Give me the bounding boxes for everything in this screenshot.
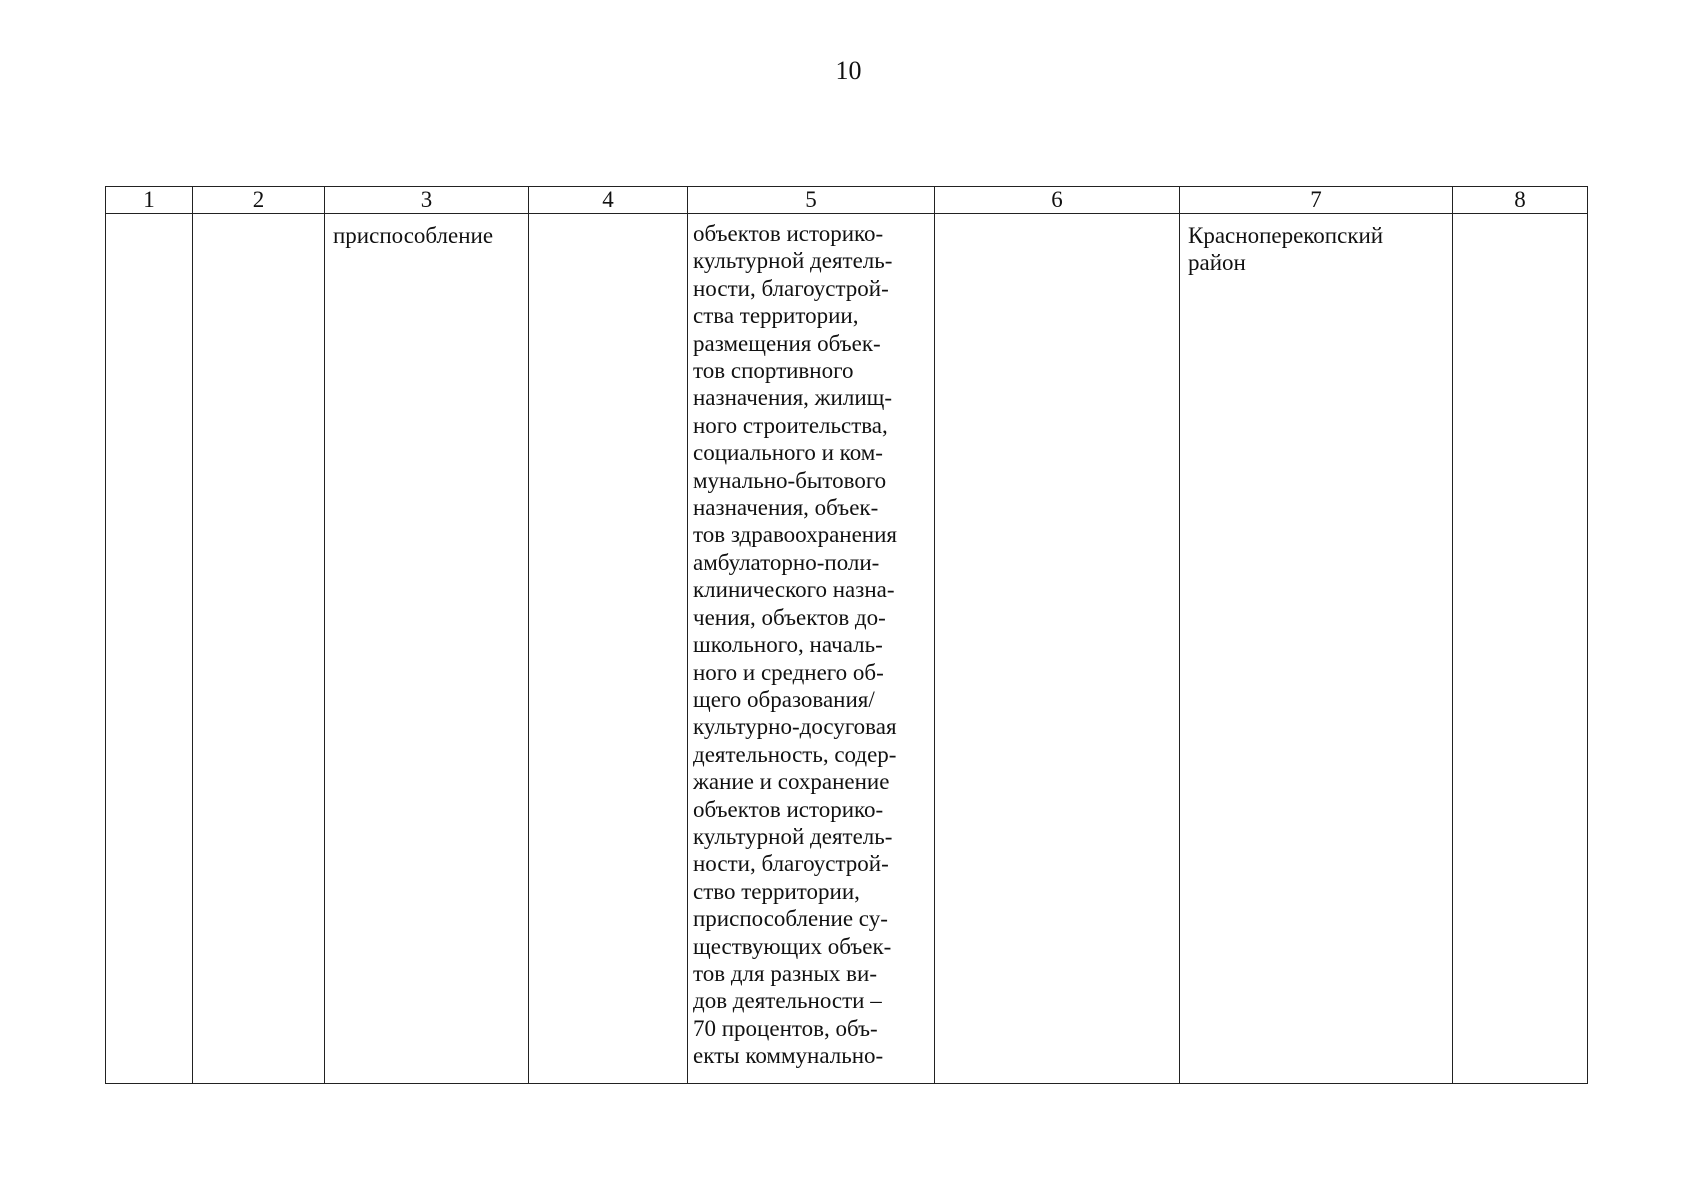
- table-row: [106, 214, 1588, 1084]
- column-header-5: 5: [688, 187, 935, 214]
- column-header-3: 3: [325, 187, 529, 214]
- cell-col-7: [1180, 214, 1453, 1084]
- cell-col-6: [935, 214, 1180, 1084]
- cell-col-2: [193, 214, 325, 1084]
- cell-text-5: объектов историко- культурной деятель- ности, благоустрой- ства территории, размещения объек- тов спортивного назначения, жилищ- ного строительства, социального и ком- мунально-бытового назначения, объек- тов здравоохранения амбулаторно-поли- клинического назна- чения, объектов до- школьного, началь- ного и среднего об- щего образования/ культурно-досуговая деятельность, содер- жание и сохранение объектов историко- культурной деятель- ности, благоустрой- ство территории, приспособление су- ществующих объек- тов для разных ви- дов деятельности – 70 процентов, объ- екты коммунально-: [693, 221, 897, 1069]
- column-header-2: 2: [193, 187, 325, 214]
- document-table: [105, 186, 1588, 1084]
- column-header-1: 1: [106, 187, 193, 214]
- cell-text-1: [106, 214, 192, 222]
- column-header-6: 6: [935, 187, 1180, 214]
- column-header-4: 4: [529, 187, 688, 214]
- cell-text-2: [193, 214, 324, 222]
- cell-text-7: Красноперекопский район: [1188, 223, 1384, 276]
- cell-col-1: [106, 214, 193, 1084]
- cell-text-6: [935, 214, 1179, 222]
- cell-col-8: [1453, 214, 1588, 1084]
- page-number: 10: [835, 56, 862, 85]
- header-row: [106, 187, 1588, 214]
- cell-col-4: [529, 214, 688, 1084]
- column-header-7: 7: [1180, 187, 1453, 214]
- cell-text-4: [529, 214, 687, 222]
- cell-col-3: [325, 214, 529, 1084]
- column-header-8: 8: [1453, 187, 1588, 214]
- cell-text-3: приспособление: [333, 223, 494, 248]
- cell-text-8: [1453, 214, 1587, 222]
- cell-col-5: [688, 214, 935, 1084]
